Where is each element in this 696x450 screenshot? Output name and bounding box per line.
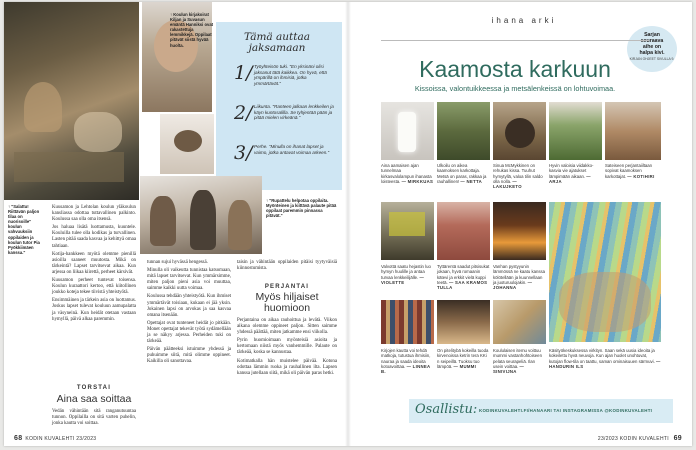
body-para: Kuusamon perheet tuntevat toisensa. Koulun kuraattori kertoo, että kiitollinen joukko koteja tekee tiivistä yhteistyötä. bbox=[52, 278, 136, 296]
magazine-spread bbox=[4, 2, 692, 446]
tips-item-2: Liikunta. "Ranteen jalkaan lenkkeilen ja käyn kuntosalilla. Se tyhjentää pään ja pitää mielen virkeänä." bbox=[254, 104, 334, 121]
photo-cat bbox=[493, 102, 546, 160]
page-number-right: 69 bbox=[673, 435, 682, 442]
body-column-2 bbox=[147, 260, 231, 368]
photo-forest bbox=[437, 102, 490, 160]
subhead-kicker-perjantai: PERJANTAI bbox=[264, 284, 310, 290]
subhead-kicker-torstai: TORSTAI bbox=[76, 385, 112, 391]
photo-caption-3: ↑ "Rupattelu helpotaa oppilaita. Myönteinen ja kiittävä palaute pitää oppilaat paremmin pinnassa pitävät." bbox=[266, 198, 337, 219]
photo-lamp bbox=[381, 102, 434, 160]
tip-text: Kirjojen kautta voi tehdä matkoja, tutustua ihmisiin, nauraa ja saada ideoita kotoavoittaa. bbox=[381, 348, 431, 369]
photo-wool-socks bbox=[437, 202, 490, 260]
tip-8 bbox=[493, 264, 546, 290]
tips-item-1: Työyhteisön tuki. "En yksinäni olisi jaksanut tätä kaikkea. On hyvä, että ympärillä on ihmisiä, jotka ymmärtävät." bbox=[254, 64, 327, 87]
photo-plants bbox=[549, 102, 602, 160]
tip-author: — LAKUJKETO bbox=[493, 178, 522, 190]
tip-text: Ulkoilu on aikea kaamoksen karkottaja. Metsä on paras, rakkaa ja rauhallinen! bbox=[437, 163, 487, 184]
folio-left bbox=[14, 435, 96, 442]
tip-author: — SAA KRAMOS TULLA bbox=[437, 279, 488, 291]
tip-2 bbox=[437, 163, 490, 184]
participate-text: KODINKUVALEHTI.FI/HANAARI TAI INSTAGRAMISSA @KODINKUVALEHTI bbox=[479, 408, 653, 413]
badge-line: Sarjan bbox=[644, 32, 660, 38]
tip-text: Tyttärentä saadut pitsisukat jokaan, hyvä romaanin kätevi ja erkkit vielä kuppi teetä. bbox=[437, 264, 490, 285]
tip-text: Koululaisen itemu voittuu mummi vastanhohtoiseen pelata seurapeliä. Ilan usein voittaa. bbox=[493, 348, 542, 369]
tip-author: — SINIVIJNA bbox=[493, 363, 525, 375]
folio-right bbox=[598, 435, 682, 442]
folio-right-text: 23/2023 KODIN KUVALEHTI bbox=[597, 436, 669, 442]
tip-author: — NETTA bbox=[460, 178, 483, 184]
body-para: Päivän päätteeksi istuimme yhdessä ja puhuimme siitä, mitä olimme oppineet. Kaikilla oli sanottavaa. bbox=[147, 347, 231, 365]
tips-box-title: Tämä auttaa jaksamaan bbox=[244, 31, 310, 54]
photo-candles bbox=[437, 300, 490, 344]
tip-text: Sinua McMykkinen on rehukas kissa. Tuuhut hymytyllä, valoa tilin saldo olla nolla. bbox=[493, 163, 543, 184]
title-rule bbox=[381, 40, 649, 44]
tips-num-2: 2/ bbox=[234, 102, 253, 124]
photo-caption-2: ↑ "Salattu! Riittävän paljon tilaa on nuorisoille" koulun vahvuuksiin oppilaiden ja koulun tutor Pia Pyökkiimäen kanssa." bbox=[8, 204, 40, 255]
badge-small: KIRJAN OHJEET SIVULLA 9. bbox=[629, 57, 675, 61]
body-column-3 bbox=[237, 318, 337, 379]
body-column-3-top bbox=[237, 260, 337, 274]
body-para: Vedän vähintään sitä ranganutuuntaa tunnon. Oppilailla on sitä varten puhelin, jonka kautta voi soittaa. bbox=[52, 409, 136, 427]
body-para: Perjantaina on aikaa rauhoittua ja levätä. Viikon aikana olemme oppineet paljon. Sitten saimme yhdessä päättää, miten jatkamme ensi viikolla. bbox=[237, 318, 337, 336]
tip-author: — ARJA bbox=[549, 173, 591, 184]
tip-text: Sateiseen perjantaiiltaan sopivat kaamoksen karkottajat. bbox=[605, 163, 653, 179]
tip-5 bbox=[605, 163, 661, 179]
photo-knitting-loom bbox=[549, 202, 661, 342]
tip-10 bbox=[437, 348, 490, 369]
body-para: taisin ja vähintään oppilaiden pitäisi tyytyväisiä kiinnostumista. bbox=[237, 260, 337, 272]
participate-label: Osallistu: bbox=[415, 402, 478, 417]
tip-12 bbox=[549, 348, 661, 369]
tip-author: — VIOLETTE bbox=[381, 274, 425, 285]
photo-board-game bbox=[493, 300, 546, 344]
tip-author: — MIRKKUAS bbox=[401, 178, 434, 184]
badge-line: halpa kivi. bbox=[639, 50, 665, 56]
tips-num-3: 3/ bbox=[234, 142, 253, 164]
spread-gutter bbox=[345, 2, 351, 446]
photo-reflector bbox=[381, 202, 434, 260]
body-torstai bbox=[52, 409, 136, 429]
body-para: Kuusamon ja Lehtolan koulun yläkoulun kansliassa odottaa tuttavallinen palkinto. Koulussa saa olla oma itsensä. bbox=[52, 205, 136, 223]
body-column-1 bbox=[52, 205, 136, 325]
body-para: Minulla oli vaikeutta tunnistaa katsomaan, mitä lapset tarvitsevat. Kun ymmärsimme, miten paljon pieni asia voi muuttaa, saimme kaikki uutta voimaa. bbox=[147, 268, 231, 292]
feature-title: Kaamosta karkuun bbox=[419, 56, 611, 82]
body-para: Ensimmäinen ja tärkein asia on luottamus. Joskus lapset tulevat kouluun aamupalatta ja väsyneinä. Kun heidät otetaan vastaan hymyllä, päivä alkaa paremmin. bbox=[52, 298, 136, 322]
tip-11 bbox=[493, 348, 546, 374]
body-para: Kotimatkalla hän muistelee päivää. Kotona odottaa lämmin ruoka ja rauhallinen ilta. Lapsen kanssa jutellaan siitä, mikä oli päivän paras hetki. bbox=[237, 358, 337, 376]
feature-subtitle: Kissoissa, valontuikkeessa ja metsälenkeissä on lohtuvoimaa. bbox=[414, 84, 616, 93]
photo-teacher-students bbox=[140, 176, 262, 254]
tip-text: Hyvin valoisia viidakkokasvia vie ajatukset lämpimään aikaan. bbox=[549, 163, 594, 179]
section-label: ihana arki bbox=[491, 16, 557, 25]
tip-author: — HANDURIN ILS bbox=[549, 358, 661, 369]
tip-author: — KOTIHIRI bbox=[627, 173, 655, 179]
body-para: Pyrin huomioimaan myönteisiä asioita ja kertomaan niistä myös vanhemmille. Palaute on tärkeää, koska se kannustaa. bbox=[237, 338, 337, 356]
photo-caption-1: ↑ Koulun kirjakoirat Kiljan ja Suvasun emäntä Hanniksi ovat rakastettuja lemmikkejä. Oppilaat pitävät siistä hyvää huolta. bbox=[170, 12, 214, 48]
body-para: tunnan sujui hyvässä hengessä. bbox=[147, 260, 208, 265]
page-number-left: 68 bbox=[14, 435, 23, 442]
badge-line: seuraava bbox=[640, 38, 664, 44]
tip-author: — JOHANNA bbox=[493, 279, 533, 291]
tip-author: — LINNEA B. bbox=[381, 363, 431, 375]
subhead-torstai: Aina saa soittaa bbox=[56, 393, 132, 405]
body-para: Koulussa tehdään yhteistyötä. Kun ihmiset ymmärtävät toisiaan, kukaan ei jää yksin. Jokainen lapsi on arvokas ja saa kasvaa omana itsenään. bbox=[147, 294, 231, 318]
tip-6 bbox=[381, 264, 434, 285]
tip-9 bbox=[381, 348, 434, 374]
tips-num-1: 1/ bbox=[234, 62, 253, 84]
tip-1 bbox=[381, 163, 434, 184]
folio-left-text: KODIN KUVALEHTI 23/2023 bbox=[25, 436, 97, 442]
photo-books bbox=[381, 300, 434, 344]
body-para: Jos haluaa lisätä luottamusta, kuuntele. Kouluilla tulee olla kodikas ja turvallinen. Lasten pitää saada kasvaa ja kehittyä omaa tahtiaan. bbox=[52, 225, 136, 249]
tip-text: Valvottä saatu hejastin luo hymyn huulille ja antaa turvaa lenkkeilijälle. bbox=[381, 264, 431, 280]
tips-item-3: Perhe. "Minulla on ihanat lapset ja vaimo, jotka antavat voimaa arkeen." bbox=[254, 144, 330, 155]
tip-4 bbox=[549, 163, 602, 184]
tip-3 bbox=[493, 163, 546, 189]
tip-author: — MUMMI bbox=[453, 363, 477, 369]
badge-line: aihe on bbox=[642, 44, 662, 50]
photo-classroom-dog bbox=[4, 2, 139, 200]
photo-fireplace bbox=[493, 202, 546, 260]
tip-text: Vanhan pystyyunin lämmössä ne kaatu kanssa kölötellään ja kuunnellaan ja juoturuulojakin. bbox=[493, 264, 546, 285]
tip-7 bbox=[437, 264, 490, 290]
tip-text: Aina aamaisen ajan tunnelmaa kirkasvalolampun ihanasta loisteesta. bbox=[381, 163, 432, 184]
subhead-perjantai: Myös hiljaiset huomioon bbox=[255, 291, 319, 314]
tip-text: Käsityökeskuksessa virkityn. Saan sekä uusia ideoita ja kokeilettu hyvä neuvoja. Kun ajan huolet unohtuvat, kutojan flow-tila on taattu, saman ominaisuuen särmuvi. bbox=[549, 348, 655, 364]
body-para: Kotija-hankkeen myötä olemme pienillä asioilla saaneet muutosta. Mikä on tärkeintä? Lapset tarvitsevat aikaa. Kun arjessa on liikaa kiirettä, perheet kärsivät. bbox=[52, 251, 136, 275]
body-para: Opettajat ovat tunteneet heidät jo pitkään. Monet opettajat tekevät työtä sydämellään ja se näkyy arjessa. Perheiden tuki on tärkeää. bbox=[147, 320, 231, 345]
tip-text: On pitelitybä kokeilla tuoda kirvenoissa ketrin tera KKi n seipeillä. Tuoksu tuo lämpöä. bbox=[437, 348, 489, 369]
participate-banner bbox=[409, 399, 673, 423]
photo-hedgehog-hands bbox=[160, 114, 214, 174]
photo-rainy-evening bbox=[605, 102, 661, 160]
